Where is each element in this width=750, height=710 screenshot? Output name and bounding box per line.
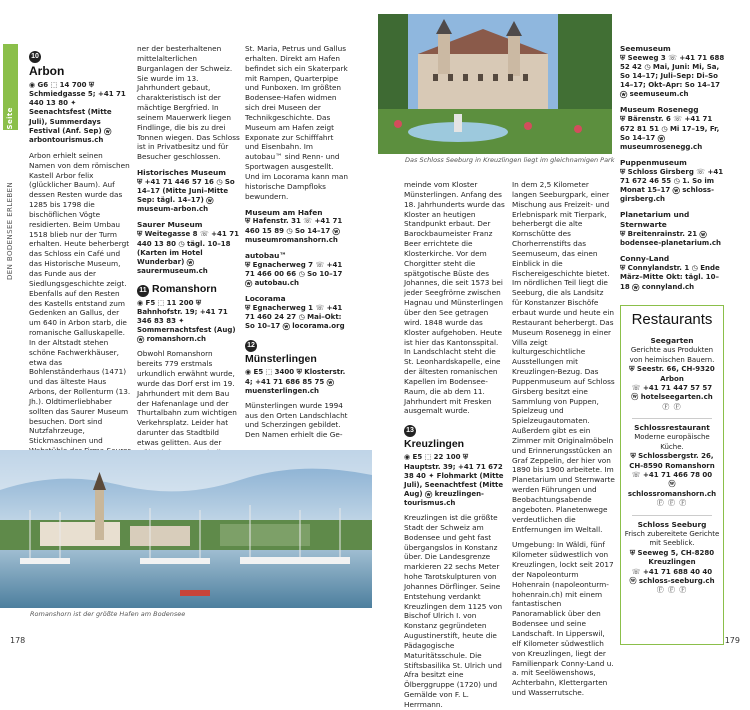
page-number-right: 179 <box>724 636 740 646</box>
restaurant-name: Seegarten <box>650 336 694 346</box>
restaurant-phone: ☏ +41 71 466 78 00 <box>631 471 713 480</box>
restaurant-name: Schlossrestaurant <box>634 423 710 433</box>
column-kreuzlingen <box>404 180 507 710</box>
info-meta: ⛨ Seeweg 3 ☏ +41 71 688 52 42 ◷ Mai, Juni: Mi, Sa, So 14–17; Juli–Sep: Di–So 14–17; Okt–Apr: So 14–17 ⓦ seemuseum.ch <box>620 53 725 99</box>
entry-number: 12 <box>245 340 257 352</box>
price-icon: Ⓕ Ⓕ <box>662 402 682 411</box>
restaurant-web: ⓦ schlossromanshorn.ch <box>627 480 717 498</box>
info-meta: ⛨ Breitenrainstr. 21 ⓦ bodensee-planetarium.ch <box>620 230 721 248</box>
entry-title: Münsterlingen <box>245 353 317 366</box>
divider <box>632 515 712 516</box>
romanshorn-photo <box>0 450 372 608</box>
entry-title: Romanshorn <box>152 282 217 295</box>
seeburg-photo <box>378 14 612 154</box>
info-title: Museum Rosenegg <box>620 105 699 115</box>
photo-caption: Romanshorn ist der größte Hafen am Bodensee <box>30 610 186 618</box>
continued-text: In dem 2,5 Kilometer langen Seeburgpark, einer Mischung aus Freizeit- und Erlebnispark mit Tierpark, beherbergt die alte Kornschütte des Chorherrenstifts das Seemuseum, das einen Einblick in die Fischereigeschichte bietet. Im nördlichen Teil liegt die Seeburg, die als Landsitz für Konstanzer Bischöfe erbaut wurde und heute ein Restaurant beherbergt. Das Museum Rosenegg in einer Villa zeigt kulturgeschichtliche Ausstellungen mit Kreuzlingen-Bezug. Das Puppenmuseum auf Schloss Girsberg besitzt eine Sammlung von Puppen, Spielzeug und Spielzeugautomaten. Außerdem gibt es ein Zimmer mit Originalmöbeln und Erinnerungsstücken an Graf Zeppelin, der hier von 1890 bis 1900 arbeitete. Im Planetarium und Sternwarte werden Führungen und Beobachtungsabende angeboten. Planetenwege verdeutlichen die Entfernungen im Weltall. <box>512 180 615 534</box>
museum-meta: ⛨ Hafenstr. 31 ☏ +41 71 460 15 89 ◷ So 14–17 ⓦ museumromanshorn.ch <box>245 217 343 244</box>
entry-heading <box>137 282 240 297</box>
museum-title: Locorama <box>245 294 286 304</box>
entry-body: Obwohl Romanshorn bereits 779 erstmals urkundlich erwähnt wurde, wurde das Dorf erst im 19. Jahrhundert mit dem Bau der Hafenanlage und der Thurtalbahn zum wichtigen Verkehrsplatz. Leider hat darunter das Stadtbild etwas gelitten. Aus der <box>137 349 237 447</box>
restaurant-name: Schloss Seeburg <box>637 519 707 529</box>
restaurant-item <box>624 520 720 596</box>
column-info <box>620 44 725 299</box>
side-label <box>3 44 18 284</box>
entry-heading <box>29 46 131 79</box>
entry-meta: ◉ E5 ⬚ 22 100 ⛨ Hauptstr. 39; +41 71 672 38 40 ✦ Flohmarkt (Mitte Juli), Seenachtfest (Mitte Aug) ⓦ kreuzlingen-tourismus.ch <box>404 453 504 507</box>
surroundings: Umgebung: In Wäldi, fünf Kilometer südwestlich von Kreuzlingen, lockt seit 2017 der Napoleonturm Hohenrain (napoleonturm-hohenrain.ch) mit einem fantastischen Panoramablick über den Bodensee und seine Landschaft. In Lipperswil, elf Kilometer südwestlich von Kreuzlingen, liegt der Familienpark Conny-Land u. a. mit Seelöwenshows, Achterbahn, Klettergarten und Wasserrutsche. <box>512 540 614 698</box>
entry-meta: ◉ G6 ⬚ 14 700 ⛨ Schmiedgasse 5; +41 71 440 13 80 ✦ Seenachtsfest (Mitte Juli), Summerdays Festival (Anf. Sep) ⓦ arbontourismus.ch <box>29 81 126 144</box>
price-icon: Ⓕ Ⓕ Ⓕ <box>656 499 688 508</box>
column-museums <box>245 44 348 440</box>
entry-heading <box>404 422 507 451</box>
info-title: Conny-Land <box>620 254 670 264</box>
column-kreuzlingen-continued <box>512 180 615 698</box>
column-romanshorn <box>137 44 240 447</box>
side-section-label: Schweizer Seite <box>5 107 14 176</box>
continued-text: meinde vom Kloster Münsterlingen. Anfang des 18. Jahrhunderts wurde das Kloster an heutigen Standpunkt erbaut. Der Barockbaumeister Franz Beer errichtete die Klosterkirche. Vor dem Chorgitter steht die spätgotische Büste des Johannes, die seit 1573 bei jeder Seegfrörne zwischen Hagnau und Münsterlingen über den See getragen wird. 1848 wurde das Kloster aufgehoben. Heute ist hier das Kantonsspital. In Landschlacht steht die St. Leonhardskapelle, eine der ältesten romanischen Kapellen im Bodensee-Raum, die ab dem 11. Jahrhundert mit Fresken ausgemalt wurde. <box>404 180 505 416</box>
continued-text: St. Maria, Petrus und Gallus erhalten. Direkt am Hafen befindet sich ein Skaterpark mit Rampen, Quarterpipe und Funboxen. Im größten Bodensee-Hafen widmen sich drei Museen der Technikgeschichte. Das Museum am Hafen zeigt Exponate zur Schifffahrt und Eisenbahn. Im autobau™ sind Renn- und Sportwagen ausgestellt. Und im Locorama kann man historische Dampfloks bewundern. <box>245 44 348 201</box>
museum-title: Saurer Museum <box>137 220 203 230</box>
museum-title: autobau™ <box>245 250 287 260</box>
entry-number: 13 <box>404 425 416 437</box>
info-title: Seemuseum <box>620 44 671 53</box>
harbour-image <box>0 450 372 608</box>
entry-number: 10 <box>29 51 41 63</box>
restaurant-phone: ☏ +41 71 688 40 40 <box>631 567 713 576</box>
entry-meta: ◉ F5 ⬚ 11 200 ⛨ Bahnhofstr. 19; +41 71 346 83 83 ✦ Sommernachtsfest (Aug) ⓦ romanshorn.ch <box>137 298 236 344</box>
entry-title: Kreuzlingen <box>404 438 465 451</box>
museum-meta: ⛨ Weitegasse 8 ☏ +41 71 440 13 80 ◷ tägl. 10–18 (Karten im Hotel Wunderbar) ⓦ saurermuseum.ch <box>137 230 239 275</box>
entry-body: Arbon erhielt seinen Namen von dem römischen Kastell Arbor felix (glücklicher Baum). Auf dessen Resten wurde das 1285 bis 1798 die bischöflichen Vögte residierten. Beim Umbau 1518 blieb nur der Turm erhalten. Heute beherbergt das Schloss ein Café und das Historische Museum, das Funde aus der Siedlungsgeschichte zeigt. Ebenfalls auf den Resten des Kastells entstand zum Gedenken an Gallus, der um 640 in Arbon starb, die romanische Galluskapelle. In der Altstadt stehen schöne Fachwerkhäuser, etwa das Bohlenständerhaus (1471) und das älteste Haus Arbons, der Rollenturm (13. Jh.). Oldtimerliebhaber sollten das Saurer Museum besuchen. Dort sind Nutzfahrzeuge, Stickmaschinen und <box>29 150 131 446</box>
museum-title: Historisches Museum <box>137 168 226 178</box>
price-icon: Ⓕ Ⓕ Ⓕ <box>656 586 688 595</box>
restaurant-desc: Moderne europäische Küche. <box>634 433 710 451</box>
info-meta: ⛨ Connylandstr. 1 ◷ Ende März–Mitte Okt: tägl. 10–18 ⓦ connyland.ch <box>620 264 720 291</box>
page-number-left: 178 <box>10 636 26 646</box>
side-book-label: DEN BODENSEE ERLEBEN <box>5 181 14 280</box>
info-meta: ⛨ Bärenstr. 6 ☏ +41 71 672 81 51 ◷ Mi 17–19, Fr, So 14–17 ⓦ museumrosenegg.ch <box>620 115 720 151</box>
restaurants-title: Restaurants <box>631 311 713 328</box>
entry-heading <box>245 337 348 366</box>
museum-meta: ⛨ Egnacherweg 7 ☏ +41 71 466 00 66 ◷ So 10–17 ⓦ autobau.ch <box>245 260 343 287</box>
info-title: Planetarium und Sternwarte <box>620 210 690 230</box>
castle-image <box>378 14 612 154</box>
info-title: Puppenmuseum <box>620 157 687 167</box>
museum-title: Museum am Hafen <box>245 207 323 217</box>
museum-meta: ⛨ Egnacherweg 1 ☏ +41 71 460 24 27 ◷ Mai–Okt: So 10–17 ⓦ locorama.org <box>245 304 345 331</box>
restaurants-box <box>620 305 724 645</box>
restaurant-desc: Frisch zubereitete Gerichte mit Seeblick. <box>624 529 720 548</box>
restaurant-address: ⛨ Schlossbergstr. 26, CH-8590 Romanshorn <box>629 452 715 470</box>
entry-title: Arbon <box>29 64 65 78</box>
info-meta: ⛨ Schloss Girsberg ☏ +41 71 672 46 55 ◷ 1. So im Monat 15–17 ⓦ schloss-girsberg.ch <box>620 167 724 204</box>
entry-number: 11 <box>137 285 149 297</box>
restaurant-item <box>624 336 720 412</box>
continued-text: ner der besterhaltenen mittelalterlichen Burganlagen der Schweiz. Sie wurde im 13. Jahrhundert gebaut, charakteristisch ist der mächtige Bergfried. In seinem Mauerwerk liegen Findlinge, die bis zu drei Tonnen wiegen. Das Schloss ist in Privatbesitz und für Besucher geschlossen. <box>137 44 240 162</box>
restaurant-web: ⓦ schloss-seeburg.ch <box>629 576 715 585</box>
column-arbon <box>29 44 131 446</box>
restaurant-item <box>624 423 720 508</box>
restaurant-desc: Gerichte aus Produkten von heimischen Bauern. <box>629 346 715 364</box>
photo-caption: Das Schloss Seeburg in Kreuzlingen liegt im gleichnamigen Park <box>405 156 615 164</box>
museum-meta: ⛨ +41 71 446 57 16 ◷ So 14–17 (Mitte Juni–Mitte Sep: tägl. 14–17) ⓦ museum-arbon.ch <box>137 178 235 214</box>
divider <box>632 418 712 419</box>
entry-meta: ◉ E5 ⬚ 3400 ⛨ Klosterstr. 4; +41 71 686 85 75 ⓦ muensterlingen.ch <box>245 368 346 395</box>
restaurant-address: ⛨ Seestr. 66, CH-9320 Arbon <box>629 365 715 383</box>
restaurant-address: ⛨ Seeweg 5, CH-8280 Kreuzlingen <box>629 548 715 567</box>
restaurant-phone: ☏ +41 71 447 57 57 <box>631 383 713 392</box>
entry-body: Kreuzlingen ist die größte Stadt der Schweiz am Bodensee und geht fast übergangslos in Konstanz über. Die Landesgrenze markieren 22 sechs Meter hohe Tarotskulpturen von Johannes Dörflinger. Seine Entstehung verdankt Kreuzlingen dem 1125 von Bischof Ulrich I. von Konstanz gegründeten Augustinerstift, heute die Pädagogische Maturitätsschule. Die Stiftsbasilika St. Ulrich und Afra besitzt eine Ölberggruppe (1720) und Gemälde von F. L. Herrmann. <box>404 512 503 710</box>
entry-body: Münsterlingen wurde 1994 aus den Orten Landschlacht und Scherzingen gebildet. Den Namen erhielt die Ge- <box>245 400 348 440</box>
restaurant-web: ⓦ hotelseegarten.ch <box>631 393 713 402</box>
